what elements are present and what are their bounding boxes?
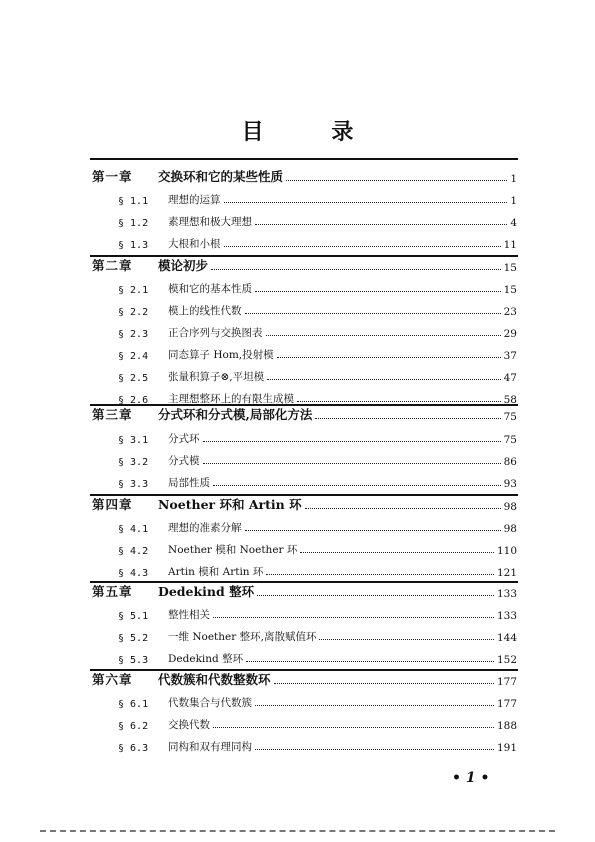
section-title: 同态算子 Hom,投射模 [168, 349, 274, 361]
scan-edge [40, 830, 555, 832]
page-ref: 47 [503, 372, 517, 384]
page-ref: 58 [503, 394, 517, 406]
toc-section-entry [118, 362, 517, 384]
toc-section-entry [118, 318, 517, 340]
page-ref: 29 [503, 328, 517, 340]
section-title: 一维 Noether 整环,离散赋值环 [168, 631, 317, 643]
toc-section-entry [118, 296, 517, 318]
page-ref: 98 [503, 501, 517, 513]
page-ref: 4 [510, 217, 517, 229]
page-ref: 98 [503, 523, 517, 535]
dot-leader [213, 485, 501, 486]
dot-leader [203, 463, 501, 464]
page-ref: 15 [503, 284, 517, 296]
page-ref: 133 [496, 610, 517, 622]
toc-section-entry [118, 644, 517, 666]
page-ref: 37 [503, 350, 517, 362]
chapter-number: 第六章 [92, 672, 133, 687]
page-ref: 177 [496, 676, 517, 688]
section-title: 代数集合与代数簇 [168, 697, 252, 709]
section-title: 交换代数 [168, 719, 210, 731]
dot-leader [255, 705, 494, 706]
page-ref: 188 [496, 720, 517, 732]
section-number: § 2.1 [118, 285, 149, 296]
toc-chapter-entry [92, 578, 517, 600]
dot-leader [213, 617, 494, 618]
toc-section-entry [118, 732, 517, 754]
section-title: 正合序列与交换图表 [168, 327, 263, 339]
chapter-number: 第二章 [92, 258, 133, 273]
dot-leader [245, 313, 501, 314]
section-number: § 5.2 [118, 633, 149, 644]
chapter-title: 分式环和分式模,局部化方法 [158, 407, 313, 422]
page-ref: 191 [496, 742, 517, 754]
dot-leader [245, 530, 501, 531]
section-title: Dedekind 整环 [168, 653, 244, 665]
section-title: 分式模 [168, 455, 200, 467]
page-number: • 1 • [452, 770, 490, 786]
toc-section-entry [118, 185, 517, 207]
section-number: § 3.1 [118, 435, 149, 446]
section-number: § 2.2 [118, 307, 149, 318]
dot-leader [224, 246, 501, 247]
page-ref: 75 [503, 411, 517, 423]
section-number: § 6.2 [118, 721, 149, 732]
dot-leader [277, 357, 501, 358]
toc-chapter-entry [92, 666, 517, 688]
section-number: § 6.3 [118, 743, 149, 754]
page-ref: 144 [496, 632, 517, 644]
chapter-title: 交换环和它的某些性质 [158, 169, 284, 184]
section-number: § 1.2 [118, 218, 149, 229]
chapter-title: Noether 环和 Artin 环 [158, 497, 302, 512]
dot-leader [246, 661, 494, 662]
dot-leader [315, 418, 500, 419]
section-title: 张量积算子⊗,平坦模 [168, 371, 265, 383]
dot-leader [224, 202, 508, 203]
dot-leader [305, 508, 501, 509]
toc-section-entry [118, 688, 517, 710]
toc-section-entry [118, 274, 517, 296]
section-number: § 4.2 [118, 546, 149, 557]
page-ref: 11 [503, 239, 517, 251]
section-number: § 2.4 [118, 351, 149, 362]
section-title: 局部性质 [168, 477, 210, 489]
section-title: 分式环 [168, 433, 200, 445]
toc-section-entry [118, 468, 517, 490]
section-number: § 1.1 [118, 196, 149, 207]
dot-leader [286, 180, 507, 181]
section-title: 整性相关 [168, 609, 210, 621]
dot-leader [319, 639, 494, 640]
section-title: Noether 模和 Noether 环 [168, 544, 298, 556]
toc-section-entry [118, 622, 517, 644]
page-ref: 75 [503, 434, 517, 446]
dot-leader [300, 552, 494, 553]
section-number: § 4.1 [118, 524, 149, 535]
page-ref: 93 [503, 478, 517, 490]
section-number: § 2.6 [118, 395, 149, 406]
dot-leader [211, 269, 501, 270]
section-number: § 3.2 [118, 457, 149, 468]
divider [90, 158, 518, 160]
section-number: § 5.3 [118, 655, 149, 666]
toc-section-entry [118, 446, 517, 468]
dot-leader [274, 683, 494, 684]
dot-leader [255, 291, 501, 292]
toc-chapter-entry [92, 401, 517, 423]
toc-section-entry [118, 535, 517, 557]
chapter-number: 第四章 [92, 497, 133, 512]
page-ref: 23 [503, 306, 517, 318]
dot-leader [203, 441, 501, 442]
toc-chapter-entry [92, 252, 517, 274]
page-ref: 110 [496, 545, 517, 557]
chapter-number: 第一章 [92, 169, 133, 184]
page-ref: 86 [503, 456, 517, 468]
page-ref: 1 [510, 173, 517, 185]
chapter-title: 模论初步 [158, 258, 209, 273]
section-title: 主理想整环上的有限生成模 [168, 393, 294, 405]
section-number: § 6.1 [118, 699, 149, 710]
section-number: § 1.3 [118, 240, 149, 251]
page-title: 目 录 [241, 119, 384, 145]
toc-section-entry [118, 513, 517, 535]
section-title: 同构和双有理同构 [168, 741, 252, 753]
page-ref: 1 [510, 195, 517, 207]
section-title: 理想的准素分解 [168, 522, 242, 534]
section-number: § 2.5 [118, 373, 149, 384]
section-number: § 2.3 [118, 329, 149, 340]
chapter-title: 代数簇和代数整数环 [158, 672, 271, 687]
section-title: Artin 模和 Artin 环 [168, 566, 264, 578]
toc-section-entry [118, 229, 517, 251]
toc-section-entry [118, 600, 517, 622]
page-ref: 177 [496, 698, 517, 710]
dot-leader [257, 595, 494, 596]
section-title: 大根和小根 [168, 238, 221, 250]
page-ref: 133 [496, 588, 517, 600]
section-number: § 5.1 [118, 611, 149, 622]
toc-chapter-entry [92, 163, 517, 185]
dot-leader [267, 379, 500, 380]
chapter-number: 第五章 [92, 584, 133, 599]
section-title: 素理想和极大理想 [168, 216, 252, 228]
dot-leader [266, 574, 494, 575]
page-ref: 152 [496, 654, 517, 666]
section-title: 理想的运算 [168, 194, 221, 206]
section-number: § 4.3 [118, 568, 149, 579]
section-number: § 3.3 [118, 479, 149, 490]
toc-chapter-entry [92, 491, 517, 513]
section-title: 模上的线性代数 [168, 305, 242, 317]
toc-section-entry [118, 424, 517, 446]
toc-section-entry [118, 340, 517, 362]
dot-leader [213, 727, 494, 728]
chapter-number: 第三章 [92, 407, 133, 422]
toc-section-entry [118, 557, 517, 579]
dot-leader [266, 335, 501, 336]
dot-leader [255, 224, 507, 225]
toc-section-entry [118, 207, 517, 229]
dot-leader [255, 749, 494, 750]
toc-section-entry [118, 710, 517, 732]
page-ref: 15 [503, 262, 517, 274]
page-ref: 121 [496, 567, 517, 579]
section-title: 模和它的基本性质 [168, 283, 252, 295]
chapter-title: Dedekind 整环 [158, 584, 255, 599]
